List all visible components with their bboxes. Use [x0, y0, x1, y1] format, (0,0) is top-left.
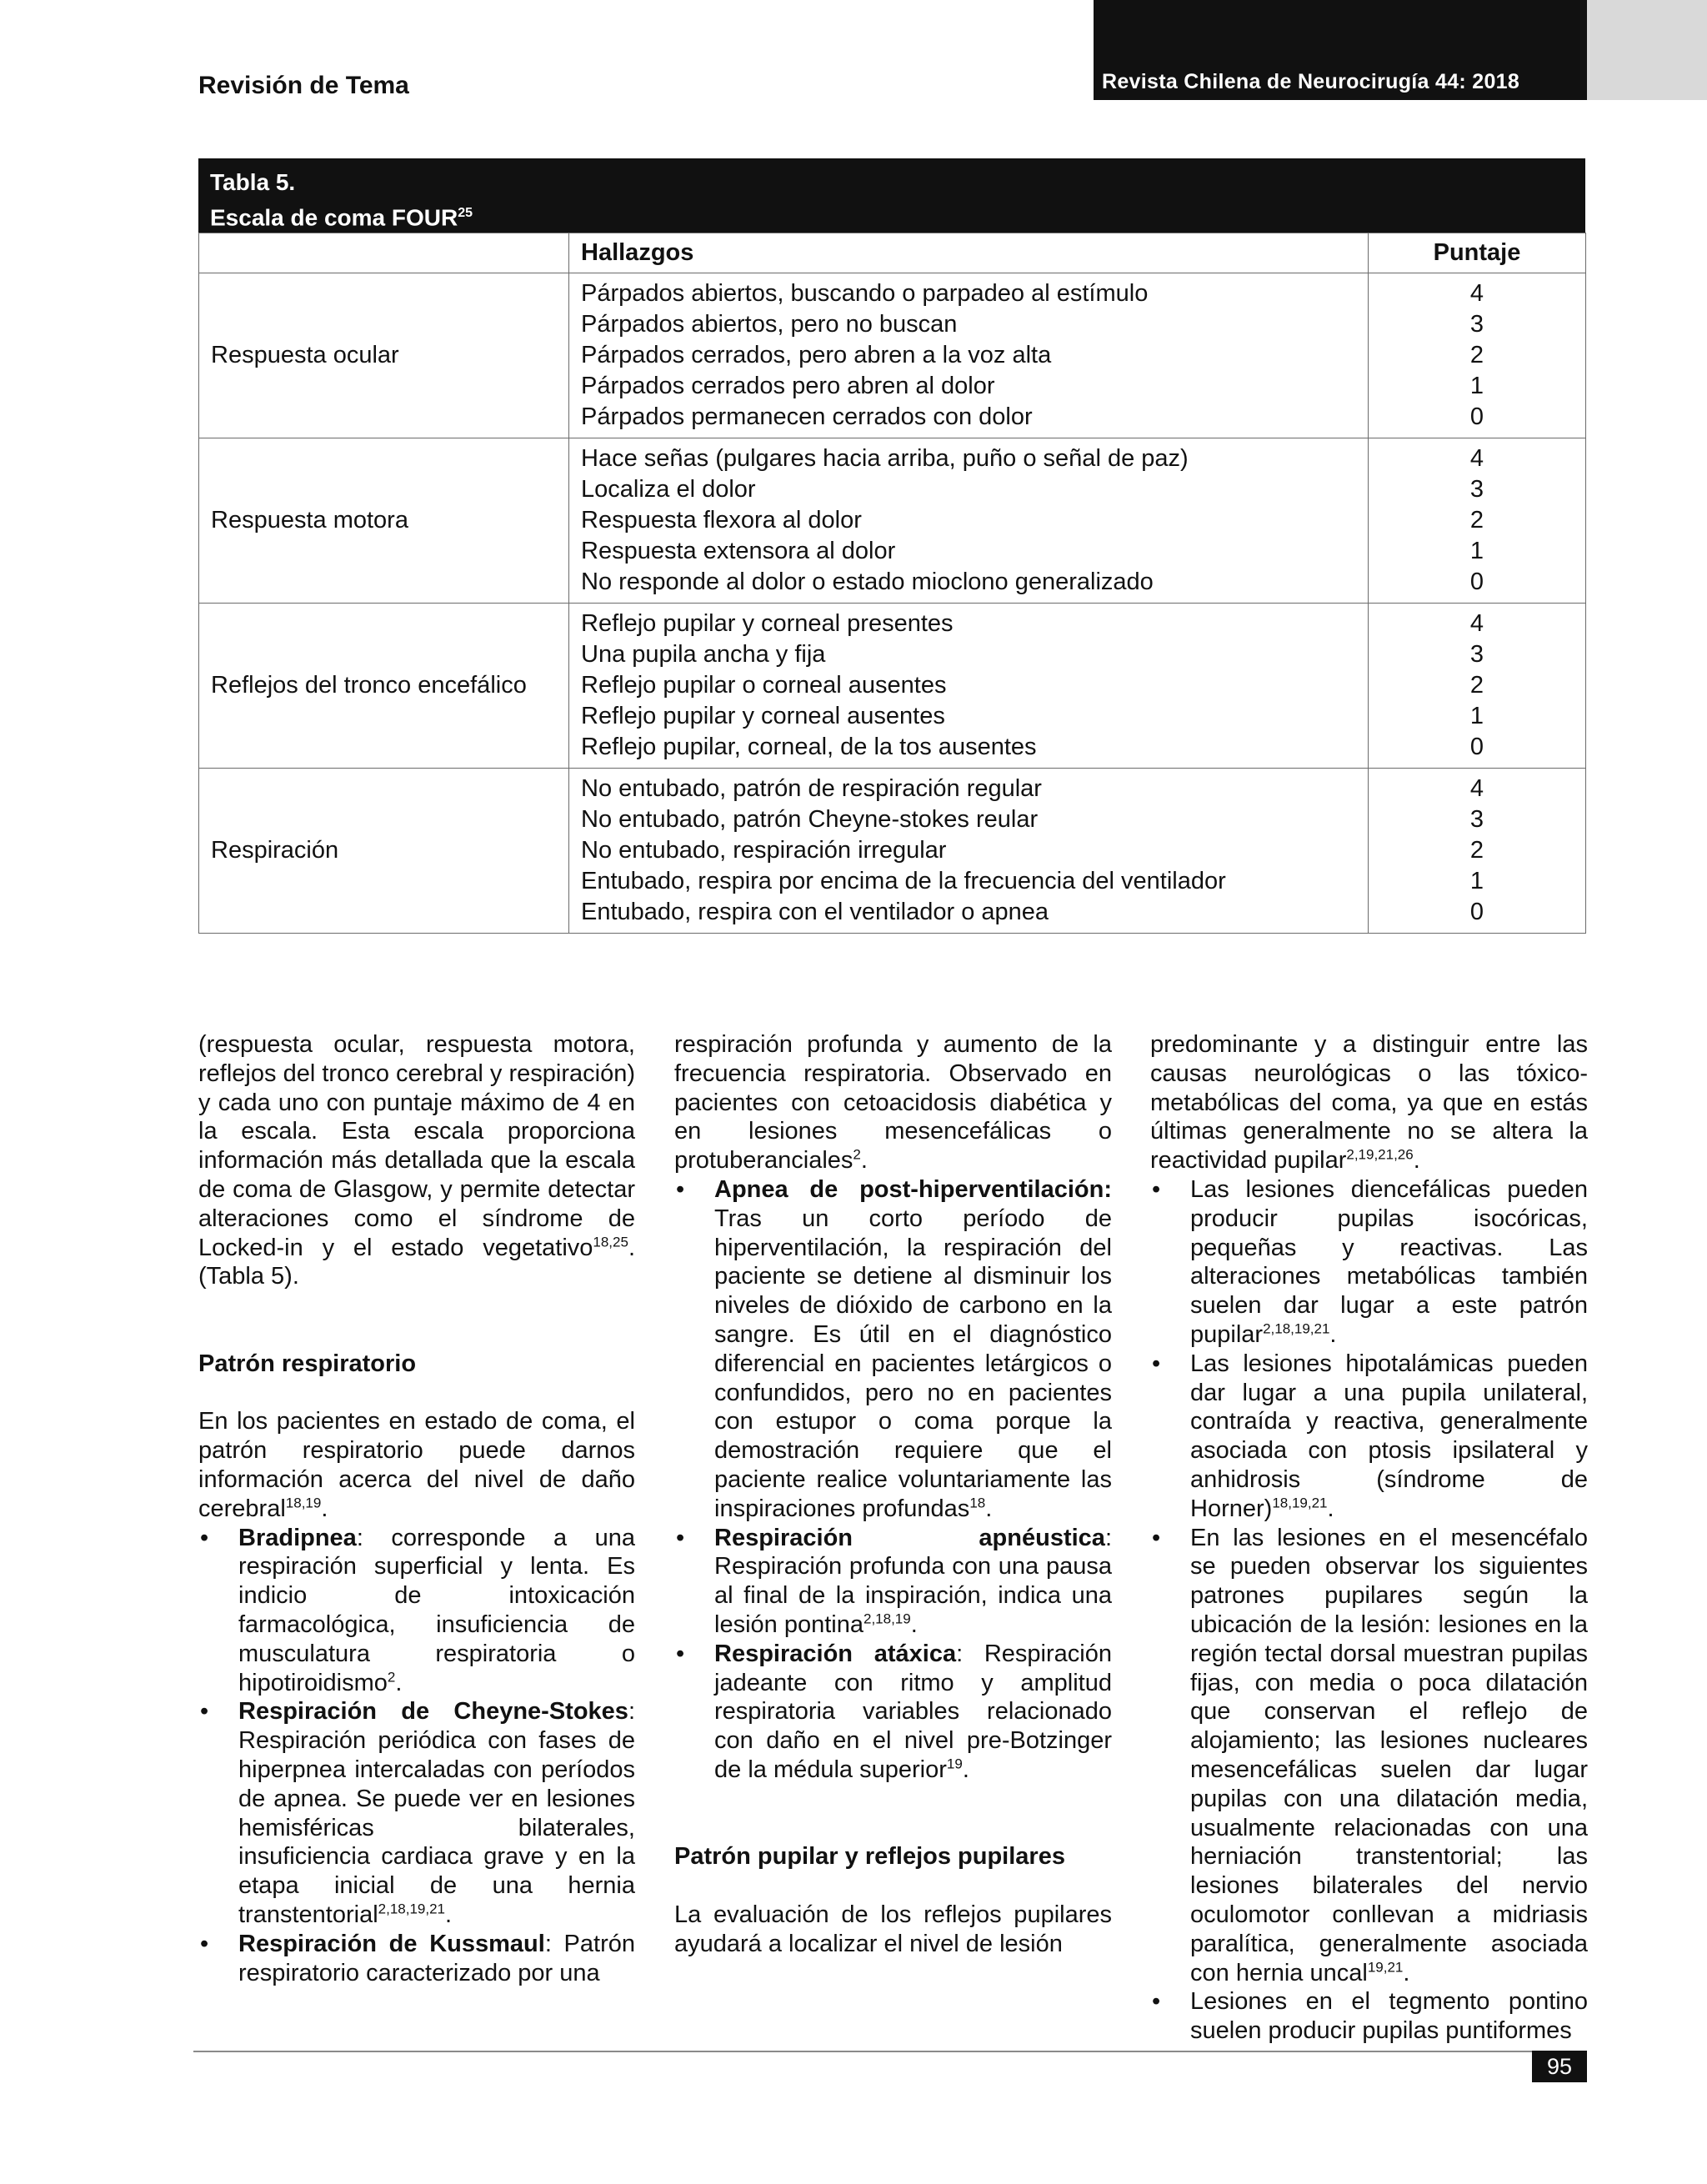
finding-item: Localiza el dolor	[581, 476, 756, 503]
text-column-2	[674, 1030, 1112, 1959]
table-label: Tabla 5.	[210, 169, 296, 195]
findings-cell	[569, 604, 1369, 769]
table-row	[199, 604, 1586, 769]
score-value: 0	[1469, 734, 1484, 760]
score-value: 3	[1469, 311, 1484, 338]
finding-item: Respuesta flexora al dolor	[581, 507, 862, 533]
journal-title: Revista Chilena de Neurocirugía 44: 2018	[1102, 70, 1520, 93]
category-cell: Respuesta motora	[199, 438, 569, 604]
header-score: Puntaje	[1369, 233, 1586, 273]
score-value: 2	[1469, 837, 1484, 864]
finding-item: No entubado, patrón Cheyne-stokes reular	[581, 806, 1039, 833]
page-number: 95	[1532, 2051, 1587, 2082]
list-item: • En las lesiones en el mesencéfalo se pueden observar los siguientes patrones pupilares según la ubicación de la lesión: lesiones en la región tectal dorsal muestran pupilas fijas, con media o poca dilatación que conservan el reflejo de alojamiento; las lesiones nucleares mesencefálicas suelen dar lugar pupilas con una dilatación media, usualmente relacionadas con una herniación transtentorial; las lesiones bilaterales del nervio oculomotor conllevan a midriasis paralítica, generalmente asociada con hernia uncal$^{19,21}$.	[1150, 1524, 1588, 1988]
finding-item: Párpados abiertos, buscando o parpadeo al estímulo	[581, 280, 1149, 307]
score-value: 2	[1469, 672, 1484, 699]
four-table-grid	[198, 233, 1586, 934]
finding-item: Párpados cerrados, pero abren a la voz alta	[581, 342, 1052, 368]
finding-item: Entubado, respira con el ventilador o apnea	[581, 899, 1049, 925]
score-value: 0	[1469, 899, 1484, 925]
finding-item: Reflejo pupilar, corneal, de la tos ausentes	[581, 734, 1037, 760]
score-value: 4	[1469, 280, 1484, 307]
list-item: • Respiración apnéustica: Respiración profunda con una pausa al final de la inspiración, indica una lesión pontina$^{2,18,19}$.	[674, 1524, 1112, 1640]
table-row	[199, 438, 1586, 604]
score-value: 3	[1469, 806, 1484, 833]
findings-cell	[569, 273, 1369, 438]
category-cell: Respiración	[199, 769, 569, 934]
score-value: 2	[1469, 342, 1484, 368]
heading-respiratory-pattern: Patrón respiratorio	[198, 1350, 417, 1377]
text-column-1	[198, 1030, 635, 1987]
table-row	[199, 769, 1586, 934]
score-value: 1	[1469, 868, 1484, 894]
finding-item: Párpados abiertos, pero no buscan	[581, 311, 958, 338]
score-cell	[1369, 604, 1586, 769]
heading-pupillary-pattern: Patrón pupilar y reflejos pupilares	[674, 1843, 1065, 1871]
finding-item: Reflejo pupilar y corneal presentes	[581, 610, 954, 637]
list-item: • Apnea de post-hiperventilación: Tras un corto período de hiperventilación, la respiración del paciente se detiene al disminuir los niveles de dióxido de carbono en la sangre. Es útil en el diagnóstico diferencial en pacientes letárgicos o confundidos, pero no en pacientes con estupor o coma porque la demostración requiere que el paciente realice voluntariamente las inspiraciones profundas$^{18}$.	[674, 1175, 1112, 1524]
continued-paragraph: respiración profunda y aumento de la frecuencia respiratoria. Observado en pacientes con cetoacidosis diabética y en lesiones mesencefálicas o protuberanciales$^2$.	[674, 1031, 1112, 1175]
score-cell	[1369, 438, 1586, 604]
pupillary-list	[1150, 1175, 1588, 2046]
header-findings: Hallazgos	[569, 233, 1369, 273]
table-row	[199, 273, 1586, 438]
finding-item: Hace señas (pulgares hacia arriba, puño o señal de paz)	[581, 445, 1189, 472]
list-item: • Respiración de Kussmaul: Patrón respiratorio caracterizado por una	[198, 1930, 635, 1988]
list-item: • Lesiones en el tegmento pontino suelen producir pupilas puntiformes	[1150, 1987, 1588, 2046]
table-title-ref: 25	[458, 206, 473, 220]
list-item: • Bradipnea: corresponde a una respiración superficial y lenta. Es indicio de intoxicación farmacológica, insuficiencia de musculatura respiratoria o hipotiroidismo$^2$.	[198, 1524, 635, 1698]
score-value: 1	[1469, 538, 1484, 564]
score-value: 4	[1469, 610, 1484, 637]
list-item: • Las lesiones hipotalámicas pueden dar lugar a una pupila unilateral, contraída y reactiva, generalmente asociada con ptosis ipsilateral y anhidrosis (síndrome de Horner)$^{18,19,21}$.	[1150, 1350, 1588, 1524]
finding-item: Respuesta extensora al dolor	[581, 538, 896, 564]
respiratory-paragraph: En los pacientes en estado de coma, el patrón respiratorio puede darnos información acerca del nivel de daño cerebral$^{18,19}$.	[198, 1408, 635, 1522]
respiratory-list-cont	[674, 1175, 1112, 1785]
pupillary-paragraph: La evaluación de los reflejos pupilares ayudará a localizar el nivel de lesión	[674, 1901, 1112, 1957]
score-cell	[1369, 769, 1586, 934]
finding-item: Reflejo pupilar o corneal ausentes	[581, 672, 947, 699]
header-grey-tab	[1587, 0, 1707, 100]
findings-cell	[569, 769, 1369, 934]
finding-item: Entubado, respira por encima de la frecuencia del ventilador	[581, 868, 1226, 894]
score-value: 4	[1469, 775, 1484, 802]
table-header-row	[199, 233, 1586, 273]
section-label: Revisión de Tema	[198, 72, 409, 99]
text-column-3	[1150, 1030, 1588, 2046]
header-empty-cell	[199, 233, 569, 273]
score-value: 0	[1469, 569, 1484, 595]
list-item: • Respiración atáxica: Respiración jadeante con ritmo y amplitud respiratoria variables relacionado con daño en el nivel pre-Botzinger de la médula superior$^{19}$.	[674, 1640, 1112, 1785]
finding-item: No responde al dolor o estado mioclono generalizado	[581, 569, 1154, 595]
score-value: 0	[1469, 403, 1484, 430]
respiratory-list	[198, 1524, 635, 1988]
category-cell: Respuesta ocular	[199, 273, 569, 438]
score-cell	[1369, 273, 1586, 438]
finding-item: Reflejo pupilar y corneal ausentes	[581, 703, 945, 729]
journal-header	[1094, 0, 1587, 100]
table-body	[199, 273, 1586, 934]
score-value: 1	[1469, 373, 1484, 399]
score-value: 3	[1469, 476, 1484, 503]
score-value: 4	[1469, 445, 1484, 472]
intro-paragraph: (respuesta ocular, respuesta motora, reflejos del tronco cerebral y respiración) y cada uno con puntaje máximo de 4 en la escala. Esta escala proporciona información más detallada que la escala de coma de Glasgow, y permite detectar alteraciones como el síndrome de Locked-in y el estado vegetativo$^{18,25}$. (Tabla 5).	[198, 1031, 635, 1290]
findings-cell	[569, 438, 1369, 604]
score-value: 3	[1469, 641, 1484, 668]
finding-item: Párpados permanecen cerrados con dolor	[581, 403, 1033, 430]
finding-item: No entubado, respiración irregular	[581, 837, 947, 864]
table-caption	[198, 158, 1585, 233]
list-item: • Las lesiones diencefálicas pueden producir pupilas isocóricas, pequeñas y reactivas. Las alteraciones metabólicas también suelen dar lugar a este patrón pupilar$^{2,18,19,21}$.	[1150, 1175, 1588, 1350]
list-item: • Respiración de Cheyne-Stokes: Respiración periódica con fases de hiperpnea intercaladas con períodos de apnea. Se puede ver en lesiones hemisféricas bilaterales, insuficiencia cardiaca grave y en la etapa inicial de una hernia transtentorial$^{2,18,19,21}$.	[198, 1697, 635, 1929]
finding-item: No entubado, patrón de respiración regular	[581, 775, 1042, 802]
score-value: 2	[1469, 507, 1484, 533]
four-scale-table	[198, 158, 1585, 934]
continued-paragraph: predominante y a distinguir entre las causas neurológicas o las tóxico-metabólicas del coma, ya que en estás últimas generalmente no se altera la reactividad pupilar$^{2,19,21,26}$.	[1150, 1031, 1588, 1175]
finding-item: Párpados cerrados pero abren al dolor	[581, 373, 995, 399]
footer-rule	[193, 2051, 1587, 2052]
finding-item: Una pupila ancha y fija	[581, 641, 826, 668]
category-cell: Reflejos del tronco encefálico	[199, 604, 569, 769]
table-title: Escala de coma FOUR$^{25}$	[210, 204, 473, 231]
score-value: 1	[1469, 703, 1484, 729]
